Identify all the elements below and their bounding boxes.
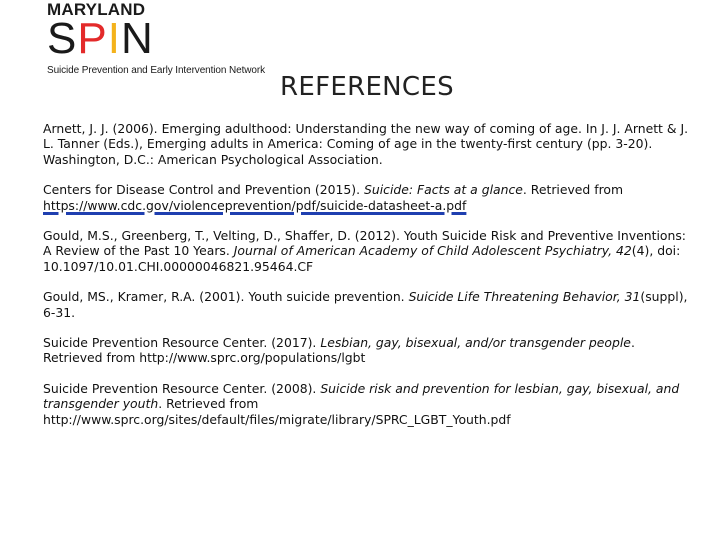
reference-text: Arnett, J. J. (2006). Emerging adulthood: Understanding the new way of coming of age. In J. J. Arnett & J. L. Tanner (Eds.), Emerging adults in America: Coming of age in the twenty-first century (pp. 3-20). Washington, D.C.: American Psychological Association. [43,121,689,167]
reference-item [43,228,693,274]
reference-text: Suicide Prevention Resource Center. (2008). [43,380,321,396]
reference-link[interactable]: https://www.cdc.gov/violenceprevention/pdf/suicide-datasheet-a.pdf [43,197,467,213]
reference-text: . Retrieved from [522,182,624,198]
reference-text: Suicide Prevention Resource Center. (2017). [43,335,321,351]
maryland-spin-logo [47,0,287,76]
reference-text: . Retrieved from http://www.sprc.org/sites/default/files/migrate/library/SPRC_LGBT_Youth.pdf [43,396,511,427]
reference-text: (suppl), 6-31. [43,289,688,320]
references-list [43,121,693,442]
logo-spin-n: N [120,14,154,63]
logo-spin-p: P [77,14,108,63]
reference-item [43,121,693,167]
reference-text: Gould, MS., Kramer, R.A. (2001). Youth suicide prevention. [43,289,409,305]
logo-spin-i: I [107,14,121,63]
page-title: REFERENCES [280,72,454,102]
reference-italic: Lesbian, gay, bisexual, and/or transgender people [320,335,631,351]
logo-tagline: Suicide Prevention and Early Intervention Network [47,65,265,76]
reference-italic: Suicide risk and prevention for lesbian, gay, bisexual, and transgender youth [43,380,680,412]
reference-item [43,335,693,366]
reference-text: . Retrieved from http://www.sprc.org/populations/lgbt [43,335,635,366]
logo-spin-s: S [47,14,78,63]
reference-item [43,289,693,320]
reference-italic: Journal of American Academy of Child Adolescent Psychiatry, 42 [233,243,632,259]
logo-maryland-text: MARYLAND [47,0,146,19]
reference-italic: Suicide: Facts at a glance [363,182,523,198]
reference-text: Centers for Disease Control and Prevention (2015). [43,182,364,198]
reference-text: Gould, M.S., Greenberg, T., Velting, D., Shaffer, D. (2012). Youth Suicide Risk and Preventive Inventions: A Review of the Past 10 Years. [43,228,686,259]
logo-spin-wordmark [47,14,287,63]
reference-item [43,381,693,427]
reference-item [43,182,693,213]
reference-italic: Suicide Life Threatening Behavior, 31 [408,289,641,305]
reference-text: (4), doi: 10.1097/10.01.CHI.00000046821.95464.CF [43,243,681,274]
